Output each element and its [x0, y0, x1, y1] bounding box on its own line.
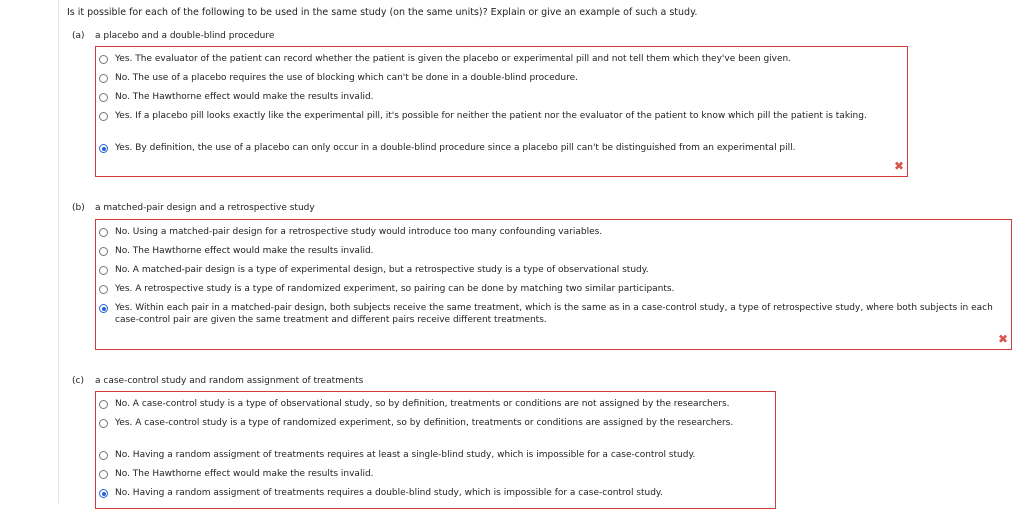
part-a-option-4[interactable] — [96, 110, 907, 136]
close-icon: ✖ — [997, 332, 1008, 346]
part-a-option-2[interactable] — [96, 72, 907, 86]
option-text: Yes. Within each pair in a matched-pair design, both subjects receive the same treatment, which is the same as in a case-control study, a type of retrospective study, where both subjects in each case-control pair are given the same treatment and different pairs receive different treatments. — [115, 303, 993, 325]
option-text: Yes. The evaluator of the patient can record whether the patient is given the placebo or experimental pill and not tell them which they've been given. — [115, 54, 792, 64]
option-text: No. The use of a placebo requires the use of blocking which can't be done in a double-blind procedure. — [115, 73, 578, 83]
part-c-option-1[interactable] — [96, 398, 775, 412]
radio-button[interactable] — [99, 228, 108, 237]
option-text: No. The Hawthorne effect would make the results invalid. — [115, 469, 374, 479]
part-c-answer-box — [95, 391, 776, 509]
part-b-option-4[interactable] — [96, 283, 1011, 297]
part-a-prompt: a placebo and a double-blind procedure — [95, 31, 275, 41]
part-b-prompt: a matched-pair design and a retrospective study — [95, 203, 315, 213]
option-text: Yes. A case-control study is a type of randomized experiment, so by definition, treatments or conditions are assigned by the researchers. — [115, 418, 734, 428]
part-c-prompt: a case-control study and random assignment of treatments — [95, 376, 364, 386]
radio-button[interactable] — [99, 74, 108, 83]
part-a-option-1[interactable] — [96, 53, 907, 67]
radio-button[interactable] — [99, 112, 108, 121]
radio-button[interactable] — [99, 470, 108, 479]
part-b-option-2[interactable] — [96, 245, 1011, 259]
part-a-option-3[interactable] — [96, 91, 907, 105]
radio-button[interactable] — [99, 247, 108, 256]
part-c-option-2[interactable] — [96, 417, 775, 443]
option-text: No. Having a random assigment of treatments requires a double-blind study, which is impossible for a case-control study. — [115, 488, 663, 498]
part-c-option-4[interactable] — [96, 468, 775, 482]
left-divider — [58, 0, 59, 503]
option-text: No. The Hawthorne effect would make the results invalid. — [115, 92, 374, 102]
radio-button[interactable] — [99, 400, 108, 409]
option-text: No. Having a random assigment of treatments requires at least a single-blind study, which is impossible for a case-control study. — [115, 450, 696, 460]
option-text: No. The Hawthorne effect would make the results invalid. — [115, 246, 374, 256]
option-text: No. Using a matched-pair design for a retrospective study would introduce too many confounding variables. — [115, 227, 603, 237]
option-text: Yes. By definition, the use of a placebo can only occur in a double-blind procedure since a placebo pill can't be distinguished from an experimental pill. — [115, 143, 796, 153]
radio-button-selected[interactable] — [99, 304, 108, 313]
part-c-option-5[interactable] — [96, 487, 775, 501]
option-text: No. A matched-pair design is a type of experimental design, but a retrospective study is a type of observational study. — [115, 265, 649, 275]
part-c-option-3[interactable] — [96, 449, 775, 463]
part-a-option-5[interactable] — [96, 142, 907, 156]
radio-button[interactable] — [99, 285, 108, 294]
radio-button[interactable] — [99, 55, 108, 64]
part-b-option-5[interactable] — [96, 302, 1011, 328]
question-text: Is it possible for each of the following to be used in the same study (on the same units)? Explain or give an example of such a study. — [67, 7, 698, 18]
part-b-answer-box — [95, 219, 1012, 350]
part-a-label: (a) — [72, 31, 85, 41]
radio-button-selected[interactable] — [99, 144, 108, 153]
option-text: No. A case-control study is a type of observational study, so by definition, treatments or conditions are not assigned by the researchers. — [115, 399, 730, 409]
radio-button[interactable] — [99, 451, 108, 460]
radio-button[interactable] — [99, 419, 108, 428]
radio-button-selected[interactable] — [99, 489, 108, 498]
radio-button[interactable] — [99, 93, 108, 102]
close-icon: ✖ — [893, 159, 904, 173]
radio-button[interactable] — [99, 266, 108, 275]
part-b-option-3[interactable] — [96, 264, 1011, 278]
part-b-option-1[interactable] — [96, 226, 1011, 240]
part-c-label: (c) — [72, 376, 84, 386]
option-text: Yes. If a placebo pill looks exactly like the experimental pill, it's possible for neither the patient nor the evaluator of the patient to know which pill the patient is taking. — [115, 111, 867, 121]
option-text: Yes. A retrospective study is a type of randomized experiment, so pairing can be done by matching two similar participants. — [115, 284, 675, 294]
part-a-answer-box — [95, 46, 908, 177]
part-b-label: (b) — [72, 203, 85, 213]
